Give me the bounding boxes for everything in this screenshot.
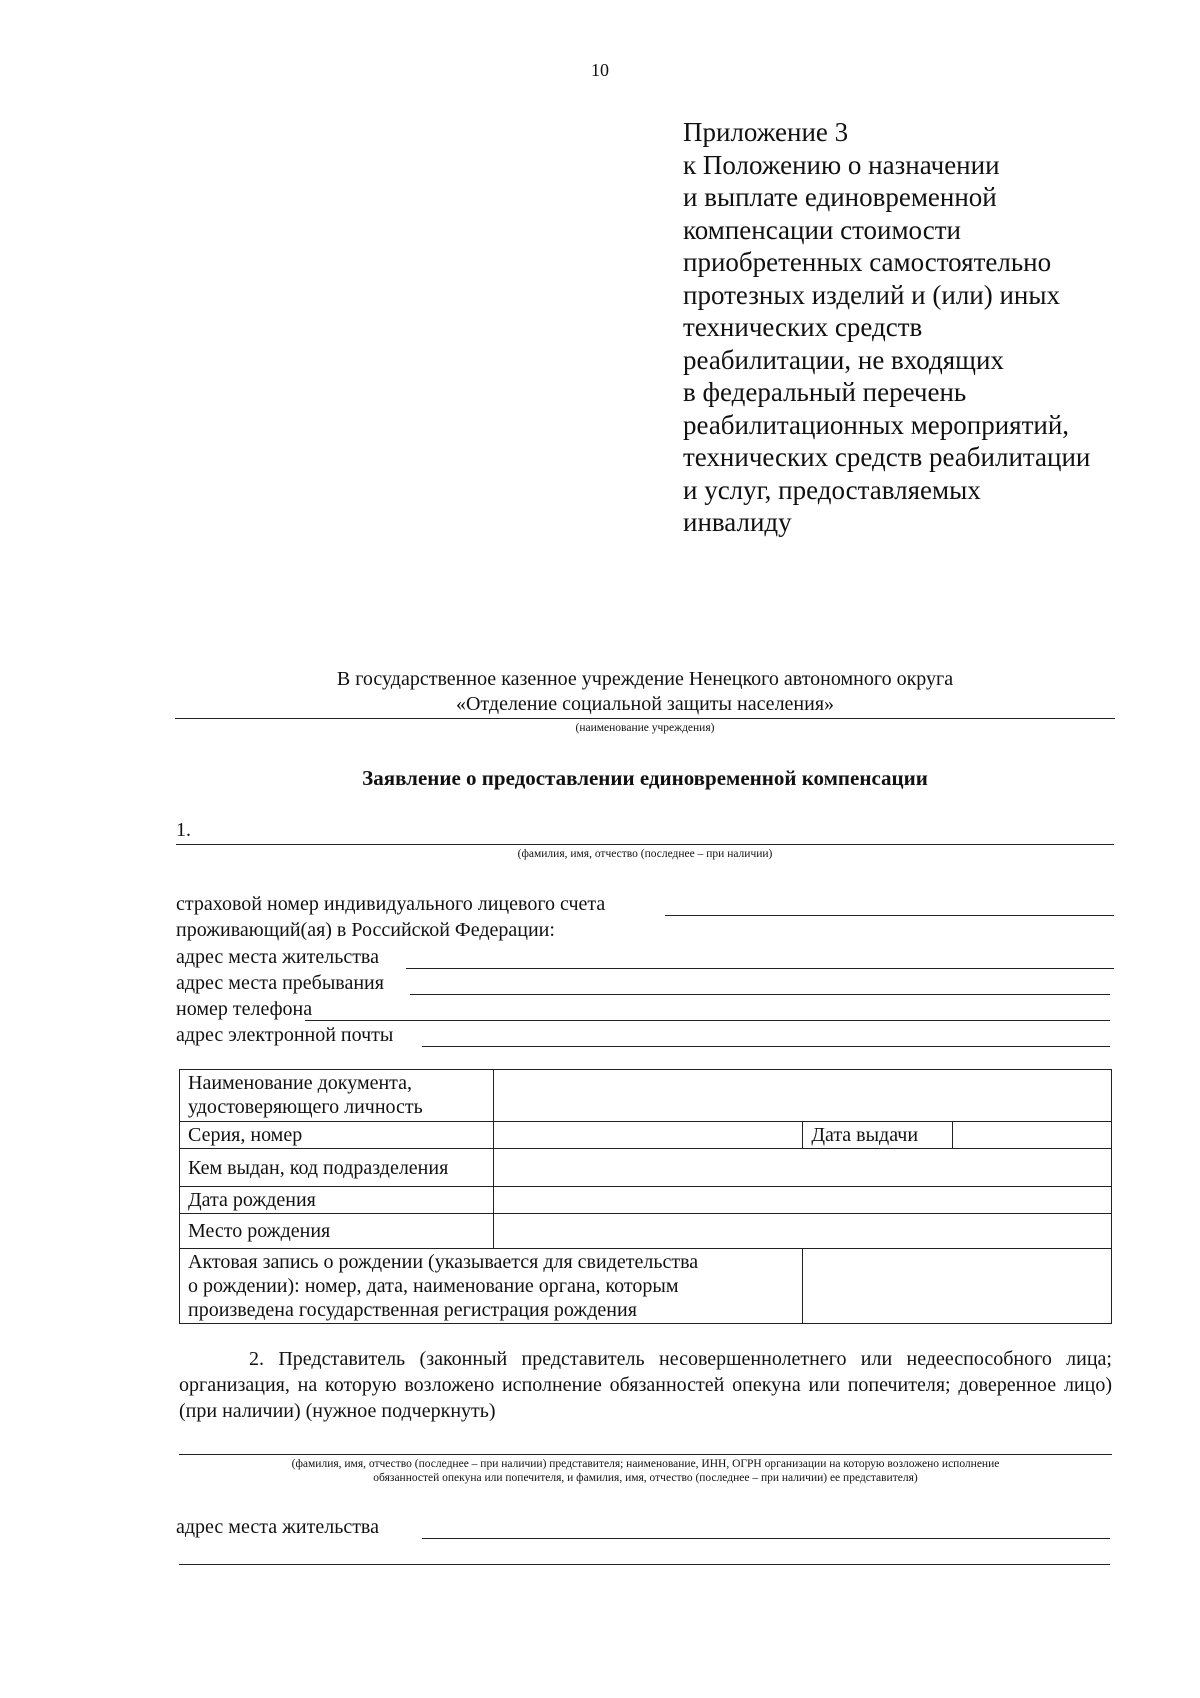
- identity-document-table: [179, 1069, 1112, 1324]
- series-number-cell[interactable]: [493, 1122, 803, 1149]
- applicant-name-field[interactable]: [176, 844, 1114, 845]
- doc-name-label-line-1: Наименование документа,: [188, 1072, 413, 1094]
- annex-line: и услуг, предоставляемых: [683, 474, 981, 505]
- annex-line: приобретенных самостоятельно: [683, 247, 1052, 277]
- applicant-number: 1.: [176, 819, 191, 841]
- annex-line: реабилитационных мероприятий,: [683, 409, 1070, 440]
- doc-name-label: [180, 1070, 494, 1122]
- addressee-caption: (наименование учреждения): [575, 722, 715, 734]
- annex-line: реабилитации, не входящих: [683, 344, 1004, 375]
- email-label: адрес электронной почты: [176, 1024, 394, 1046]
- annex-line: и выплате единовременной: [683, 182, 997, 212]
- birth-record-line-2: о рождении): номер, дата, наименование органа, которым: [188, 1275, 679, 1297]
- representative-caption: [179, 1457, 1112, 1485]
- birth-place-label: Место рождения: [180, 1214, 494, 1249]
- annex-line: Приложение 3: [683, 117, 849, 147]
- phone-field[interactable]: [305, 1020, 1110, 1021]
- representative-text: 2. Представитель (законный представитель несовершеннолетнего или недееспособного лица; организация, на которую возложено исполнение обязанностей опекуна или попечителя; доверенное лицо) (при наличии) (нужное подчеркнуть): [179, 1348, 1112, 1422]
- addressee-block: [175, 667, 1115, 717]
- representative-residence-field[interactable]: [422, 1538, 1110, 1539]
- representative-caption-line-2: обязанностей опекуна или попечителя, и фамилия, имя, отчество (последнее – при наличии) ее представителя): [373, 1472, 918, 1484]
- email-field[interactable]: [422, 1046, 1110, 1047]
- issued-by-cell[interactable]: [493, 1149, 1111, 1187]
- issue-date-cell[interactable]: [953, 1122, 1112, 1149]
- birth-record-line-3: произведена государственная регистрация рождения: [188, 1299, 637, 1321]
- page-number: 10: [591, 60, 609, 80]
- annex-line: протезных изделий и (или) иных: [683, 279, 1061, 310]
- addressee-underline: [175, 718, 1115, 719]
- birth-record-cell[interactable]: [803, 1249, 1112, 1324]
- residing-label: проживающий(ая) в Российской Федерации:: [176, 919, 555, 941]
- annex-line: инвалиду: [683, 507, 792, 537]
- stay-field[interactable]: [410, 994, 1110, 995]
- residence-field[interactable]: [406, 968, 1114, 969]
- representative-paragraph: [179, 1346, 1112, 1424]
- annex-line: в федеральный перечень: [683, 377, 967, 407]
- representative-name-field[interactable]: [179, 1454, 1112, 1455]
- annex-line: компенсации стоимости: [683, 214, 961, 245]
- issue-date-label: Дата выдачи: [803, 1122, 953, 1149]
- residence-label: адрес места жительства: [176, 946, 379, 968]
- series-number-label: Серия, номер: [180, 1122, 494, 1149]
- addressee-line-1: В государственное казенное учреждение Ненецкого автономного округа: [336, 668, 954, 690]
- annex-line: технических средств реабилитации: [683, 442, 1091, 472]
- birth-place-cell[interactable]: [493, 1214, 1111, 1249]
- birth-record-label: [180, 1249, 803, 1324]
- document-title: Заявление о предоставлении единовременной компенсации: [362, 766, 928, 790]
- representative-residence-label: адрес места жительства: [176, 1516, 379, 1538]
- annex-header: [683, 116, 1133, 539]
- birth-date-label: Дата рождения: [180, 1187, 494, 1214]
- annex-line: технических средств: [683, 312, 923, 342]
- representative-residence-field-2[interactable]: [179, 1564, 1110, 1565]
- stay-label: адрес места пребывания: [176, 972, 384, 994]
- representative-caption-line-1: (фамилия, имя, отчество (последнее – при наличии) представителя; наименование, ИНН, ОГРН организации на которую возложено исполнение: [291, 1458, 1000, 1470]
- snils-label: страховой номер индивидуального лицевого счета: [176, 893, 606, 915]
- phone-label: номер телефона: [176, 998, 313, 1020]
- doc-name-label-line-2: удостоверяющего личность: [188, 1096, 423, 1118]
- birth-record-line-1: Актовая запись о рождении (указывается для свидетельства: [188, 1251, 699, 1273]
- snils-field[interactable]: [665, 915, 1114, 916]
- birth-date-cell[interactable]: [493, 1187, 1111, 1214]
- annex-line: к Положению о назначении: [683, 149, 1000, 180]
- addressee-line-2: «Отделение социальной защиты населения»: [455, 693, 835, 715]
- applicant-name-caption: (фамилия, имя, отчество (последнее – при наличии): [517, 848, 773, 860]
- doc-name-cell[interactable]: [493, 1070, 1111, 1122]
- issued-by-label: Кем выдан, код подразделения: [180, 1149, 494, 1187]
